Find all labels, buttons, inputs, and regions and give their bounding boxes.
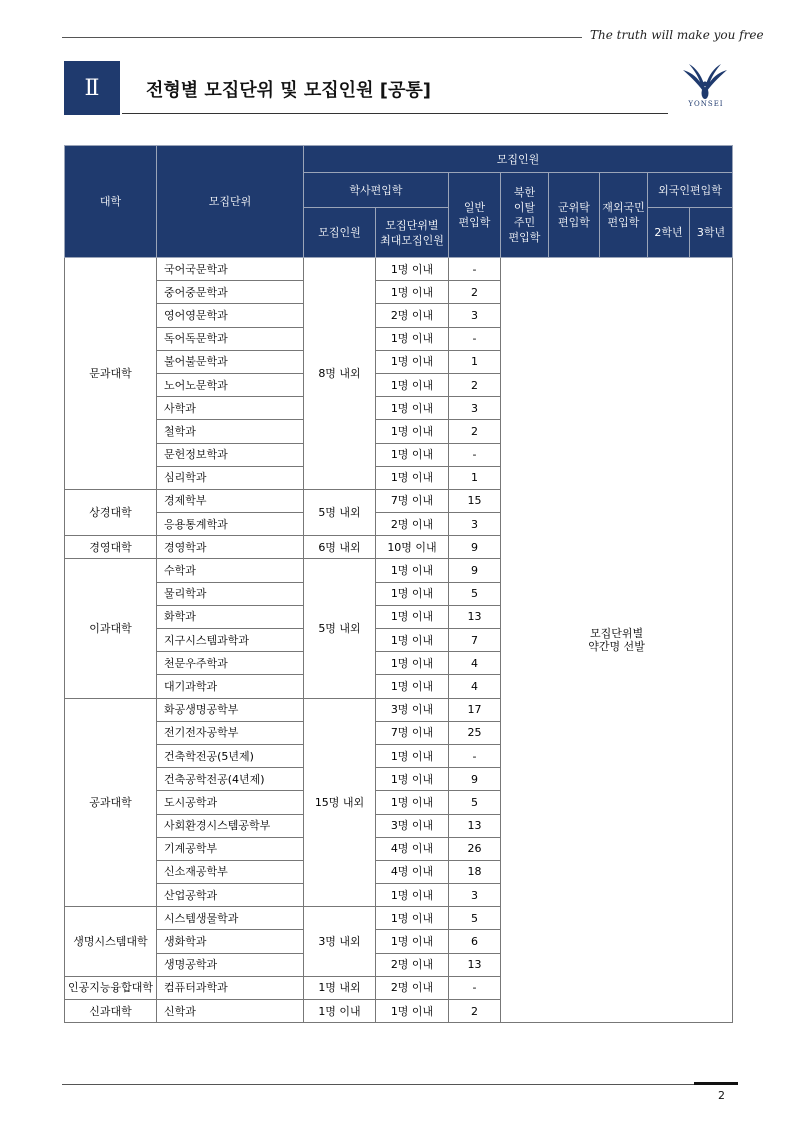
bachelor-max-cell: 1명 이내: [376, 629, 449, 652]
department-cell: 응용통계학과: [157, 513, 304, 536]
bachelor-max-cell: 1명 이내: [376, 559, 449, 582]
college-name-cell: 경영대학: [65, 536, 157, 559]
recruitment-table-body: [65, 258, 733, 1023]
header-military-transfer: 군위탁 편입학: [549, 173, 600, 258]
header-foreign-transfer: 외국인편입학: [648, 173, 733, 208]
bachelor-max-cell: 1명 이내: [376, 443, 449, 466]
department-cell: 사학과: [157, 397, 304, 420]
section-number-box: [64, 61, 120, 115]
general-transfer-cell: 5: [449, 582, 501, 605]
general-transfer-cell: 13: [449, 605, 501, 628]
bachelor-quota-cell: 3명 내외: [304, 907, 376, 977]
department-cell: 국어국문학과: [157, 258, 304, 281]
general-transfer-cell: 2: [449, 373, 501, 396]
department-cell: 지구시스템과학과: [157, 629, 304, 652]
header-overseas-transfer: 재외국민 편입학: [600, 173, 648, 258]
general-transfer-cell: -: [449, 976, 501, 999]
department-cell: 물리학과: [157, 582, 304, 605]
department-cell: 화학과: [157, 605, 304, 628]
bachelor-max-cell: 3명 이내: [376, 698, 449, 721]
department-cell: 생화학과: [157, 930, 304, 953]
department-cell: 영어영문학과: [157, 304, 304, 327]
bachelor-max-cell: 1명 이내: [376, 791, 449, 814]
bachelor-max-cell: 2명 이내: [376, 513, 449, 536]
bachelor-max-cell: 7명 이내: [376, 489, 449, 512]
bachelor-max-cell: 1명 이내: [376, 652, 449, 675]
college-name-cell: 인공지능융합대학: [65, 976, 157, 999]
general-transfer-cell: 4: [449, 675, 501, 698]
general-transfer-cell: 5: [449, 791, 501, 814]
bachelor-quota-cell: 1명 내외: [304, 976, 376, 999]
department-cell: 산업공학과: [157, 884, 304, 907]
college-name-cell: 문과대학: [65, 258, 157, 490]
bachelor-max-cell: 10명 이내: [376, 536, 449, 559]
department-cell: 노어노문학과: [157, 373, 304, 396]
department-cell: 경영학과: [157, 536, 304, 559]
bachelor-max-cell: 1명 이내: [376, 1000, 449, 1023]
bachelor-max-cell: 1명 이내: [376, 768, 449, 791]
general-transfer-cell: 7: [449, 629, 501, 652]
department-cell: 전기전자공학부: [157, 721, 304, 744]
general-transfer-cell: 25: [449, 721, 501, 744]
general-transfer-cell: 2: [449, 420, 501, 443]
department-cell: 기계공학부: [157, 837, 304, 860]
header-general-transfer: 일반 편입학: [449, 173, 501, 258]
general-transfer-cell: 13: [449, 953, 501, 976]
special-selection-line2: 약간명 선발: [588, 640, 645, 654]
general-transfer-cell: 4: [449, 652, 501, 675]
department-cell: 도시공학과: [157, 791, 304, 814]
department-cell: 건축공학전공(4년제): [157, 768, 304, 791]
recruitment-table: [64, 145, 733, 1023]
page-number: 2: [718, 1089, 725, 1102]
bachelor-max-cell: 3명 이내: [376, 814, 449, 837]
general-transfer-cell: 9: [449, 536, 501, 559]
general-transfer-cell: -: [449, 327, 501, 350]
general-transfer-cell: 18: [449, 860, 501, 883]
general-transfer-cell: 9: [449, 559, 501, 582]
general-transfer-cell: 1: [449, 466, 501, 489]
bachelor-max-cell: 4명 이내: [376, 860, 449, 883]
college-name-cell: 생명시스템대학: [65, 907, 157, 977]
department-cell: 대기과학과: [157, 675, 304, 698]
bachelor-quota-cell: 15명 내외: [304, 698, 376, 907]
general-transfer-cell: -: [449, 443, 501, 466]
special-selection-cell: [501, 258, 733, 1023]
header-college: 대학: [65, 146, 157, 258]
general-transfer-cell: 2: [449, 281, 501, 304]
general-transfer-cell: 9: [449, 768, 501, 791]
header-bachelor-count: 모집인원: [304, 208, 376, 258]
footer-rule: [62, 1084, 738, 1085]
bachelor-max-cell: 1명 이내: [376, 420, 449, 443]
bachelor-max-cell: 1명 이내: [376, 258, 449, 281]
bachelor-max-cell: 4명 이내: [376, 837, 449, 860]
general-transfer-cell: 5: [449, 907, 501, 930]
general-transfer-cell: 26: [449, 837, 501, 860]
department-cell: 심리학과: [157, 466, 304, 489]
special-selection-line1: 모집단위별: [589, 627, 644, 641]
bachelor-max-cell: 1명 이내: [376, 350, 449, 373]
bachelor-max-cell: 7명 이내: [376, 721, 449, 744]
general-transfer-cell: 3: [449, 304, 501, 327]
table-row: [65, 258, 733, 281]
college-name-cell: 이과대학: [65, 559, 157, 698]
general-transfer-cell: 6: [449, 930, 501, 953]
bachelor-max-cell: 1명 이내: [376, 466, 449, 489]
general-transfer-cell: 3: [449, 884, 501, 907]
general-transfer-cell: -: [449, 744, 501, 767]
department-cell: 불어불문학과: [157, 350, 304, 373]
department-cell: 시스템생물학과: [157, 907, 304, 930]
department-cell: 신소재공학부: [157, 860, 304, 883]
department-cell: 문헌정보학과: [157, 443, 304, 466]
bachelor-max-cell: 1명 이내: [376, 397, 449, 420]
college-name-cell: 신과대학: [65, 1000, 157, 1023]
department-cell: 화공생명공학부: [157, 698, 304, 721]
bachelor-max-cell: 1명 이내: [376, 373, 449, 396]
department-cell: 건축학전공(5년제): [157, 744, 304, 767]
section-numeral: Ⅱ: [84, 75, 100, 101]
general-transfer-cell: 3: [449, 397, 501, 420]
logo-wordmark: YONSEI: [688, 100, 724, 108]
header-bachelor-transfer: 학사편입학: [304, 173, 449, 208]
header-foreign-year2: 2학년: [648, 208, 690, 258]
bachelor-max-cell: 1명 이내: [376, 675, 449, 698]
department-cell: 경제학부: [157, 489, 304, 512]
header-motto: The truth will make you free: [590, 28, 764, 42]
header-foreign-year3: 3학년: [690, 208, 733, 258]
bachelor-max-cell: 2명 이내: [376, 953, 449, 976]
bachelor-quota-cell: 6명 내외: [304, 536, 376, 559]
bachelor-max-cell: 1명 이내: [376, 744, 449, 767]
general-transfer-cell: 3: [449, 513, 501, 536]
department-cell: 생명공학과: [157, 953, 304, 976]
general-transfer-cell: 1: [449, 350, 501, 373]
bachelor-max-cell: 1명 이내: [376, 907, 449, 930]
bachelor-max-cell: 2명 이내: [376, 304, 449, 327]
bachelor-quota-cell: 5명 내외: [304, 559, 376, 698]
general-transfer-cell: 15: [449, 489, 501, 512]
bachelor-max-cell: 1명 이내: [376, 605, 449, 628]
department-cell: 철학과: [157, 420, 304, 443]
department-cell: 천문우주학과: [157, 652, 304, 675]
header-unit: 모집단위: [157, 146, 304, 258]
bachelor-max-cell: 1명 이내: [376, 582, 449, 605]
department-cell: 독어독문학과: [157, 327, 304, 350]
general-transfer-cell: 2: [449, 1000, 501, 1023]
college-name-cell: 상경대학: [65, 489, 157, 535]
bachelor-max-cell: 1명 이내: [376, 327, 449, 350]
section-title: 전형별 모집단위 및 모집인원 [공통]: [146, 80, 431, 101]
general-transfer-cell: -: [449, 258, 501, 281]
header-recruit: 모집인원: [304, 146, 733, 173]
department-cell: 사회환경시스템공학부: [157, 814, 304, 837]
bachelor-max-cell: 1명 이내: [376, 930, 449, 953]
title-underline: [122, 113, 668, 114]
bachelor-max-cell: 1명 이내: [376, 884, 449, 907]
header-nk-defector-transfer: 북한 이탈 주민 편입학: [501, 173, 549, 258]
bachelor-quota-cell: 8명 내외: [304, 258, 376, 490]
bachelor-max-cell: 2명 이내: [376, 976, 449, 999]
department-cell: 신학과: [157, 1000, 304, 1023]
header-bachelor-max: 모집단위별 최대모집인원: [376, 208, 449, 258]
footer-tab-mark: [694, 1082, 738, 1085]
department-cell: 중어중문학과: [157, 281, 304, 304]
bachelor-max-cell: 1명 이내: [376, 281, 449, 304]
top-rule: [62, 37, 582, 38]
college-name-cell: 공과대학: [65, 698, 157, 907]
general-transfer-cell: 17: [449, 698, 501, 721]
department-cell: 컴퓨터과학과: [157, 976, 304, 999]
bachelor-quota-cell: 1명 이내: [304, 1000, 376, 1023]
general-transfer-cell: 13: [449, 814, 501, 837]
bachelor-quota-cell: 5명 내외: [304, 489, 376, 535]
department-cell: 수학과: [157, 559, 304, 582]
